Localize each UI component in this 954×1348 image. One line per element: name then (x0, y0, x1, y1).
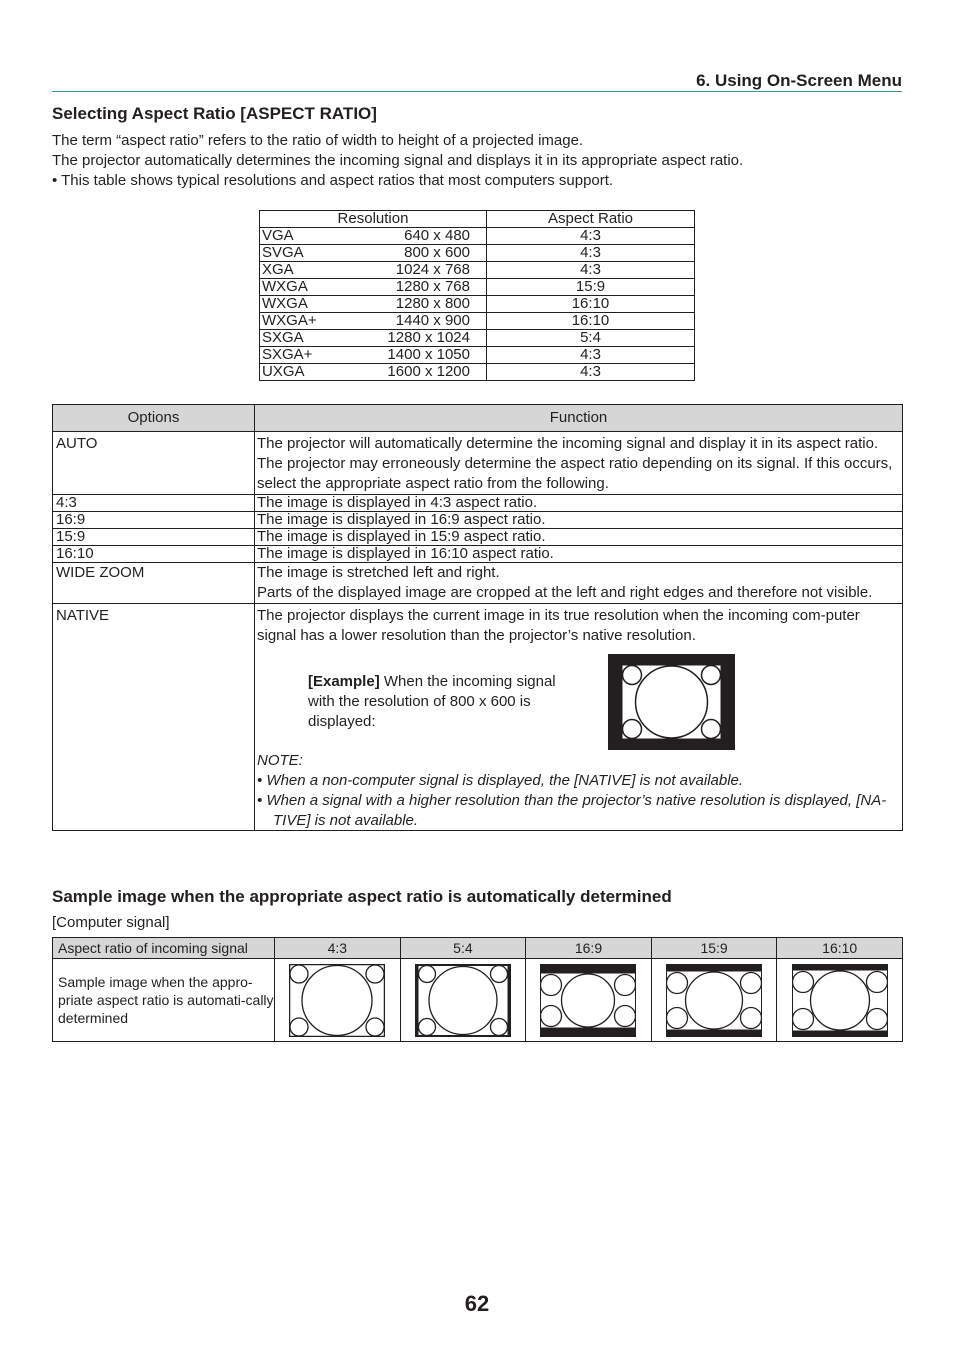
table-row (260, 228, 695, 245)
ratio-header-4-3: 4:3 (275, 938, 401, 959)
option-description: The image is displayed in 4:3 aspect ratio. (255, 495, 903, 512)
table-row (260, 245, 695, 262)
note-title: NOTE: (257, 752, 303, 769)
table-row (260, 313, 695, 330)
option-4-3: 4:3 (53, 495, 255, 512)
sample-table (52, 937, 903, 1042)
native-example-text (308, 672, 578, 732)
sample-cell-16-9 (526, 959, 652, 1042)
table-row (53, 432, 903, 495)
table-row (260, 296, 695, 313)
res-name: SXGA (262, 329, 304, 346)
sample-cell-15-9 (651, 959, 777, 1042)
res-name: VGA (262, 227, 294, 244)
header-rule (52, 91, 902, 92)
sample-cell-16-10 (777, 959, 903, 1042)
table-row (53, 546, 903, 563)
res-value: 1024 x 768 (395, 261, 470, 278)
options-table (52, 404, 903, 831)
res-value: 1600 x 1200 (387, 363, 470, 380)
res-name: SXGA+ (262, 346, 313, 363)
res-name: WXGA (262, 295, 308, 312)
res-name: WXGA+ (262, 312, 317, 329)
intro-paragraph-3: • This table shows typical resolutions and aspect ratios that most computers support. (52, 172, 614, 189)
sample-image-16-9 (540, 964, 636, 1037)
res-value: 800 x 600 (404, 244, 470, 261)
res-value: 1440 x 900 (395, 312, 470, 329)
sample-cell-4-3 (275, 959, 401, 1042)
sample-image-4-3 (289, 964, 385, 1037)
table-row (53, 604, 903, 831)
sample-cell-5-4 (400, 959, 526, 1042)
resolution-table (259, 210, 695, 381)
option-description: The image is displayed in 15:9 aspect ratio. (255, 529, 903, 546)
wide-zoom-description-2: Parts of the displayed image are cropped at the left and right edges and therefore not visible. (257, 584, 873, 601)
res-value: 1280 x 768 (395, 278, 470, 295)
res-value: 640 x 480 (404, 227, 470, 244)
table-row (260, 364, 695, 381)
wide-zoom-description-1: The image is stretched left and right. (257, 564, 500, 581)
res-ratio: 16:10 (487, 313, 695, 330)
res-ratio: 4:3 (487, 347, 695, 364)
chapter-title: 6. Using On-Screen Menu (696, 71, 902, 90)
table-row (53, 495, 903, 512)
res-value: 1280 x 1024 (387, 329, 470, 346)
native-description: The projector displays the current image in its true resolution when the incoming com-puter signal has a lower resolution than the projector’s native resolution. (257, 607, 860, 644)
table-row (260, 262, 695, 279)
options-header: Options (53, 405, 255, 432)
ratio-header-5-4: 5:4 (400, 938, 526, 959)
res-name: UXGA (262, 363, 305, 380)
option-auto: AUTO (53, 432, 255, 495)
res-ratio: 15:9 (487, 279, 695, 296)
option-description: The image is displayed in 16:10 aspect ratio. (255, 546, 903, 563)
intro-paragraph-1: The term “aspect ratio” refers to the ratio of width to height of a projected image. (52, 132, 584, 149)
sample-section-title: Sample image when the appropriate aspect ratio is automatically determined (52, 887, 672, 906)
res-value: 1400 x 1050 (387, 346, 470, 363)
table-row (260, 330, 695, 347)
res-value: 1280 x 800 (395, 295, 470, 312)
auto-description-2: The projector may erroneously determine the aspect ratio depending on its signal. If this occurs, select the appropriate aspect ratio from the following. (257, 455, 893, 492)
option-wide-zoom: WIDE ZOOM (53, 563, 255, 604)
res-name: XGA (262, 261, 294, 278)
table-row (260, 347, 695, 364)
option-15-9: 15:9 (53, 529, 255, 546)
ratio-header-15-9: 15:9 (651, 938, 777, 959)
option-16-10: 16:10 (53, 546, 255, 563)
sample-image-16-10 (792, 964, 888, 1037)
res-name: SVGA (262, 244, 304, 261)
res-ratio: 4:3 (487, 228, 695, 245)
section-title: Selecting Aspect Ratio [ASPECT RATIO] (52, 104, 377, 123)
ratio-header-16-10: 16:10 (777, 938, 903, 959)
option-native: NATIVE (53, 604, 255, 831)
intro-paragraph-2: The projector automatically determines the incoming signal and displays it in its appropriate aspect ratio. (52, 152, 744, 169)
table-row (53, 512, 903, 529)
aspect-ratio-header: Aspect Ratio (487, 211, 695, 228)
option-16-9: 16:9 (53, 512, 255, 529)
table-row (53, 529, 903, 546)
sample-image-15-9 (666, 964, 762, 1037)
res-ratio: 4:3 (487, 262, 695, 279)
note-item: • When a signal with a higher resolution than the projector’s native resolution is displayed, [NA-TIVE] is not available. (257, 792, 887, 829)
sample-row-label: Sample image when the appro-priate aspect ratio is automati-cally determined (53, 959, 275, 1042)
res-ratio: 16:10 (487, 296, 695, 313)
example-description: When the incoming signal with the resolution of 800 x 600 is displayed: (308, 673, 556, 730)
table-row (260, 279, 695, 296)
sample-row-header: Aspect ratio of incoming signal (53, 938, 275, 959)
sample-image-5-4 (415, 964, 511, 1037)
sample-section-subtitle: [Computer signal] (52, 914, 170, 931)
res-ratio: 4:3 (487, 245, 695, 262)
native-note (257, 751, 905, 831)
res-name: WXGA (262, 278, 308, 295)
ratio-header-16-9: 16:9 (526, 938, 652, 959)
auto-description-1: The projector will automatically determine the incoming signal and display it in its aspect ratio. (257, 435, 879, 452)
native-example-image (608, 654, 735, 750)
resolution-header: Resolution (260, 211, 487, 228)
page-number: 62 (464, 1291, 490, 1316)
res-ratio: 5:4 (487, 330, 695, 347)
res-ratio: 4:3 (487, 364, 695, 381)
option-description: The image is displayed in 16:9 aspect ratio. (255, 512, 903, 529)
function-header: Function (255, 405, 903, 432)
table-row (53, 563, 903, 604)
note-item: • When a non-computer signal is displayed, the [NATIVE] is not available. (257, 772, 744, 789)
example-label: [Example] (308, 673, 380, 690)
